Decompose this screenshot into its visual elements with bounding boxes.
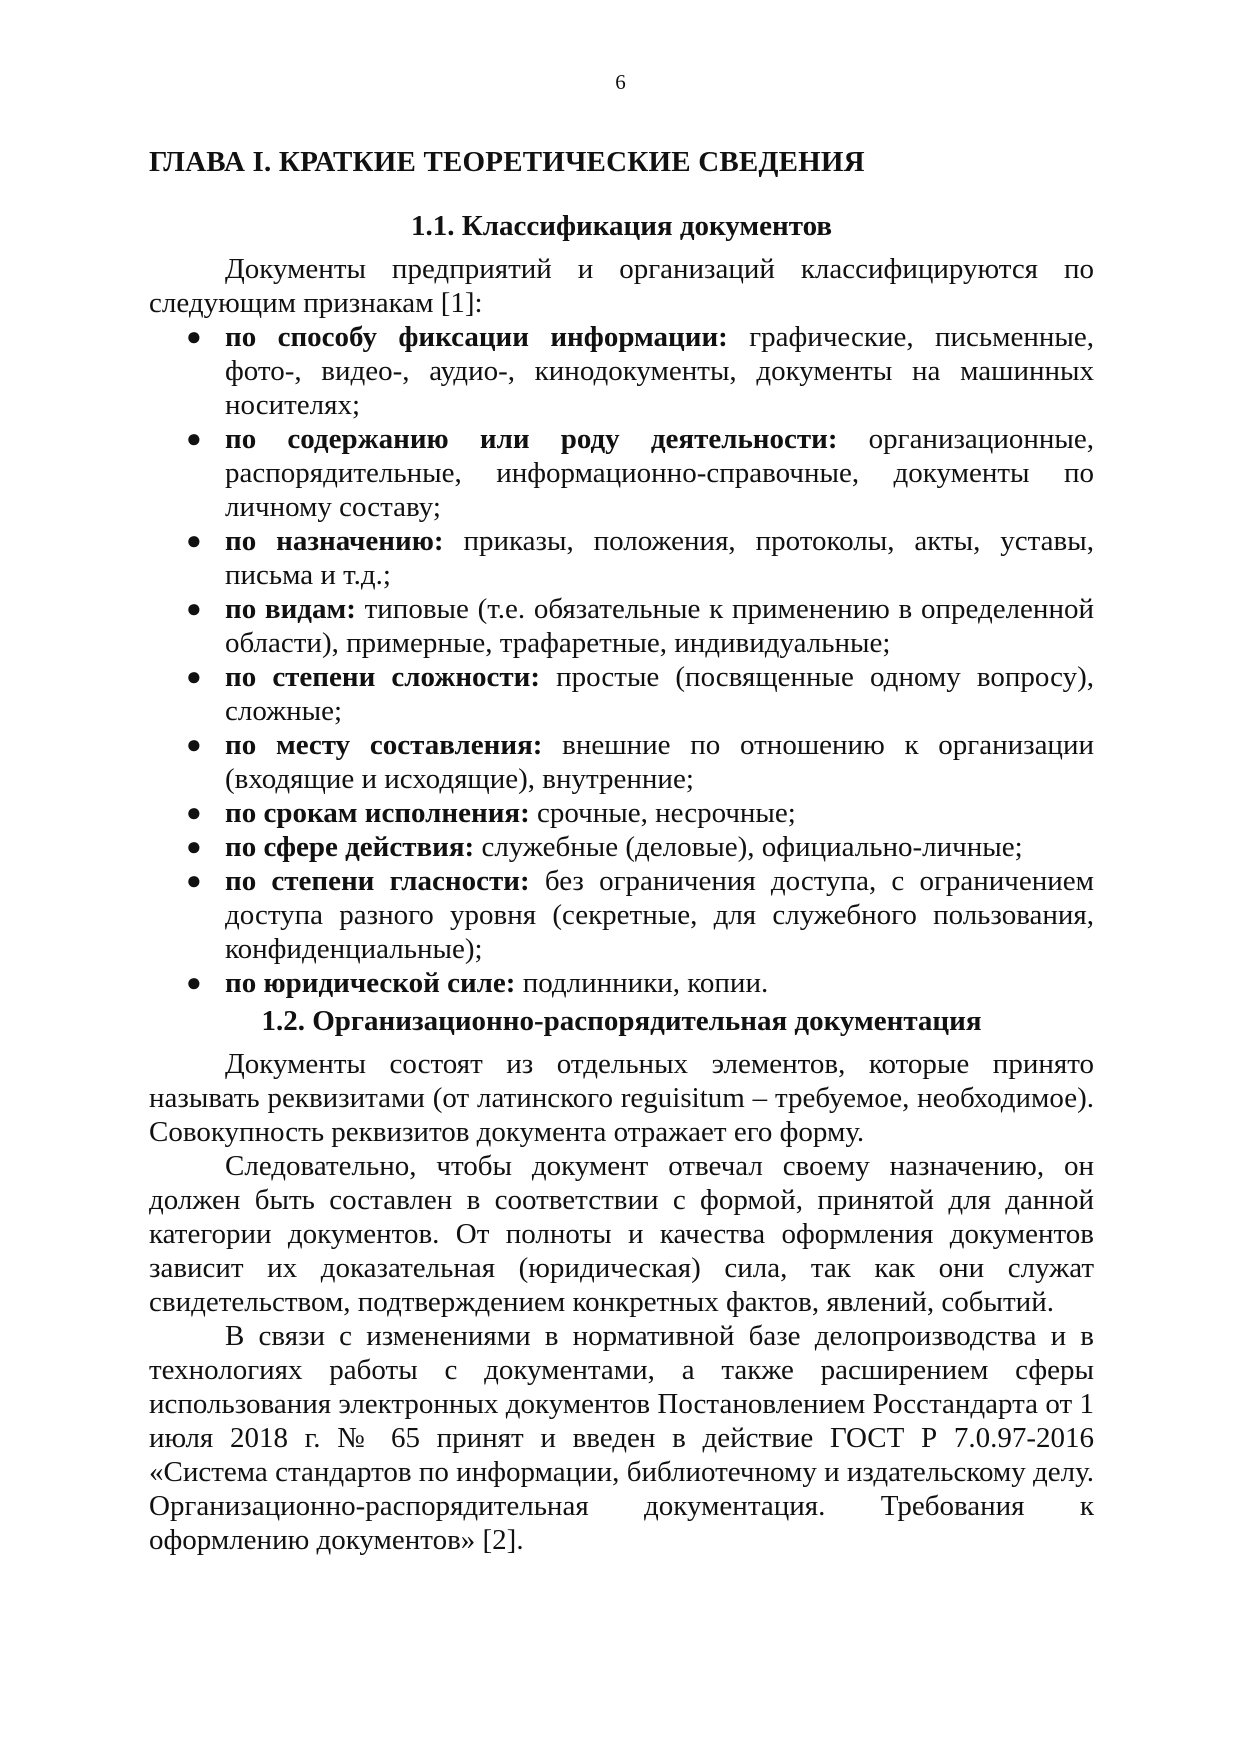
bullet-icon: ● — [186, 866, 202, 895]
list-item-term: по способу фиксации информации: — [225, 321, 728, 353]
list-item-text: без ограничения доступа, с ограничением доступа разного уровня (секретные, для служебного пользования, конфиденциальные); — [225, 865, 1094, 965]
list-item — [149, 422, 1094, 524]
list-item — [149, 796, 1094, 830]
list-item-term: по видам: — [225, 593, 356, 625]
bullet-icon: ● — [186, 968, 202, 997]
list-item-term: по сфере действия: — [225, 831, 475, 863]
list-item-text: простые (посвященные одному вопросу), сложные; — [225, 661, 1094, 727]
section1-intro: Документы предприятий и организаций классифицируются по следующим признакам [1]: — [149, 253, 1094, 319]
list-item-text: типовые (т.е. обязательные к применению в определенной области), примерные, трафаретные, индивидуальные; — [225, 593, 1094, 659]
list-item-term: по степени сложности: — [225, 661, 541, 693]
list-item — [149, 660, 1094, 728]
section-title-2: 1.2. Организационно-распорядительная документация — [261, 1005, 982, 1037]
bullet-icon: ● — [186, 424, 202, 453]
bullet-icon: ● — [186, 322, 202, 351]
list-item-text: приказы, положения, протоколы, акты, уставы, письма и т.д.; — [225, 525, 1094, 591]
bullet-icon: ● — [186, 832, 202, 861]
list-item — [149, 524, 1094, 592]
list-item-term: по срокам исполнения: — [225, 797, 530, 829]
list-item — [149, 864, 1094, 966]
list-item-text: подлинники, копии. — [515, 967, 769, 999]
list-item — [149, 966, 1094, 1000]
list-item-text: организационные, распорядительные, информационно-справочные, документы по личному составу; — [225, 423, 1094, 523]
list-item-term: по месту составления: — [225, 729, 543, 761]
bullet-icon: ● — [186, 594, 202, 623]
list-item-text: служебные (деловые), официально-личные; — [474, 831, 1023, 863]
list-item-term: по степени гласности: — [225, 865, 530, 897]
section-title-1: 1.1. Классификация документов — [410, 210, 833, 242]
bullet-icon: ● — [186, 730, 202, 759]
bullet-icon: ● — [186, 526, 202, 555]
bullet-icon: ● — [186, 798, 202, 827]
chapter-title: ГЛАВА I. КРАТКИЕ ТЕОРЕТИЧЕСКИЕ СВЕДЕНИЯ — [149, 146, 865, 178]
list-item-text: внешние по отношению к организации (входящие и исходящие), внутренние; — [225, 729, 1094, 795]
bullet-icon: ● — [186, 662, 202, 691]
list-item-term: по назначению: — [225, 525, 444, 557]
list-item — [149, 320, 1094, 422]
classification-list — [149, 320, 1094, 1000]
list-item-term: по юридической силе: — [225, 967, 516, 999]
list-item-text: графические, письменные, фото-, видео-, аудио-, кинодокументы, документы на машинных носителях; — [225, 321, 1094, 421]
list-item-text: срочные, несрочные; — [529, 797, 796, 829]
list-item — [149, 830, 1094, 864]
section2-paragraph: Документы состоят из отдельных элементов, которые принято называть реквизитами (от латинского reguisitum – требуемое, необходимое). Совокупность реквизитов документа отражает его форму. — [149, 1048, 1094, 1148]
list-item — [149, 592, 1094, 660]
section2-paragraph: Следовательно, чтобы документ отвечал своему назначению, он должен быть составлен в соответствии с формой, принятой для данной категории документов. От полноты и качества оформления документов зависит их доказательная (юридическая) сила, так как они служат свидетельством, подтверждением конкретных фактов, явлений, событий. — [149, 1150, 1094, 1318]
page-content — [149, 145, 1094, 1557]
section2-paragraph: В связи с изменениями в нормативной базе делопроизводства и в технологиях работы с документами, а также расширением сферы использования электронных документов Постановлением Росстандарта от 1 июля 2018 г. № 65 принят и введен в действие ГОСТ Р 7.0.97-2016 «Система стандартов по информации, библиотечному и издательскому делу. Организационно-распорядительная документация. Требования к оформлению документов» [2]. — [149, 1320, 1094, 1556]
list-item-term: по содержанию или роду деятельности: — [225, 423, 838, 455]
page-number: 6 — [615, 70, 626, 94]
list-item — [149, 728, 1094, 796]
